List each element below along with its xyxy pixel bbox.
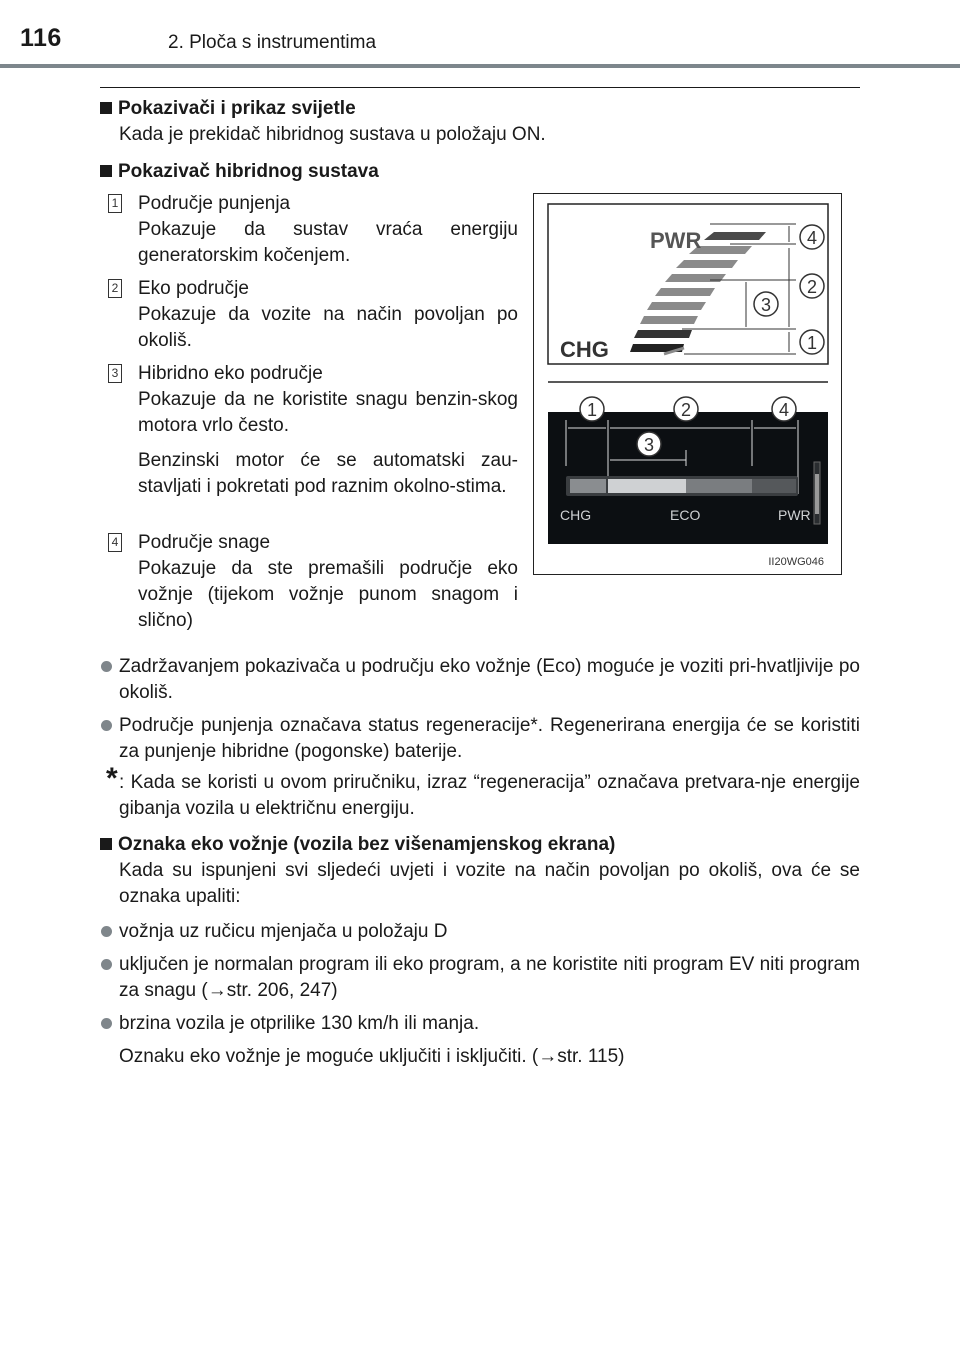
bullet-dot-icon <box>101 1018 112 1029</box>
list-item: vožnja uz ručicu mjenjača u položaju D <box>100 919 860 945</box>
svg-text:4: 4 <box>806 228 818 248</box>
section-heading: Pokazivači i prikaz svijetle <box>100 96 860 122</box>
section-indicators <box>100 96 860 148</box>
numbered-item-2 <box>100 276 518 354</box>
section-eco-drive <box>100 832 860 1070</box>
bullet-dot-icon <box>101 959 112 970</box>
footnote-text: : Kada se koristi u ovom priručniku, izraz “regeneracija” označava pretvara-nje energije gibanja vozila u električnu energiju. <box>119 772 860 819</box>
item-title: Eko područje <box>138 278 249 299</box>
chg-label: CHG <box>560 337 609 362</box>
section-hybrid-indicator <box>100 159 860 185</box>
bar-segment-power <box>752 479 796 493</box>
item-description: Pokazuje da vozite na način povoljan po okoliš. <box>138 304 518 351</box>
side-scale-fill <box>815 474 819 514</box>
section-text: Kada su ispunjeni svi sljedeći uvjeti i vozite na način povoljan po okoliš, ova će se oznaka upaliti: <box>119 860 860 907</box>
svg-text:3: 3 <box>760 295 772 315</box>
bullet-dot-icon <box>101 720 112 731</box>
svg-text:3: 3 <box>643 435 655 455</box>
svg-text:4: 4 <box>778 400 790 420</box>
hybrid-indicator-figure <box>533 193 842 575</box>
item-title: Područje snage <box>138 532 271 553</box>
numbered-item-1 <box>100 191 518 269</box>
page-number: 116 <box>20 24 62 52</box>
bullet-list-1 <box>100 654 860 765</box>
list-item: uključen je normalan program ili eko program, a ne koristite niti program EV niti program za snagu (→str. 206, 247) <box>100 952 860 1004</box>
callout-bottom-3 <box>637 432 661 456</box>
bullet-dot-icon <box>101 926 112 937</box>
bullet-dot-icon <box>101 661 112 672</box>
callout-top-4 <box>800 225 824 249</box>
bottom-label-pwr: PWR <box>778 507 811 523</box>
item-description: Pokazuje da sustav vraća energiju generatorskim kočenjem. <box>138 219 518 266</box>
item-number-badge: 3 <box>108 364 122 383</box>
callout-bottom-4 <box>772 397 796 421</box>
figure-code: II20WG046 <box>768 556 824 568</box>
svg-text:2: 2 <box>680 400 692 420</box>
svg-text:1: 1 <box>586 400 598 420</box>
list-item: Područje punjenja označava status regeneracije*. Regenerirana energija će se koristiti za punjenje hibridne (pogonske) baterije. <box>100 713 860 765</box>
footnote <box>100 762 860 822</box>
section-closing-text: Oznaku eko vožnje je moguće uključiti i isključiti. (→str. 115) <box>119 1046 625 1067</box>
bottom-label-eco: ECO <box>670 507 701 523</box>
bar-segment-hybrid-eco <box>608 479 686 493</box>
item-title: Područje punjenja <box>138 193 291 214</box>
item-description: Pokazuje da ste premašili područje eko vožnje (tijekom vožnje punom snagom i slično) <box>138 558 518 631</box>
section-text: Kada je prekidač hibridnog sustava u položaju ON. <box>119 124 546 145</box>
numbered-item-3 <box>100 361 518 500</box>
item-description: Pokazuje da ne koristite snagu benzin-skog motora vrlo često. <box>138 389 518 436</box>
chapter-title: 2. Ploča s instrumentima <box>168 32 377 53</box>
svg-text:2: 2 <box>806 277 818 297</box>
bar-segment-eco <box>686 479 752 493</box>
svg-text:1: 1 <box>806 333 818 353</box>
callout-top-2 <box>800 274 824 298</box>
callout-bottom-1 <box>580 397 604 421</box>
header-rule <box>0 64 960 68</box>
item-number-badge: 2 <box>108 279 122 298</box>
item-number-badge: 4 <box>108 533 122 552</box>
section-heading: Oznaka eko vožnje (vozila bez višenamjenskog ekrana) <box>100 832 860 858</box>
square-bullet-icon <box>100 102 112 114</box>
callout-top-3 <box>754 292 778 316</box>
item-extra: Benzinski motor će se automatski zau-stavljati i pokretati pod raznim okolno-stima. <box>138 450 518 497</box>
item-number-badge: 1 <box>108 194 122 213</box>
square-bullet-icon <box>100 838 112 850</box>
pwr-label: PWR <box>650 228 702 253</box>
callout-top-1 <box>800 330 824 354</box>
section-heading: Pokazivač hibridnog sustava <box>100 159 860 185</box>
square-bullet-icon <box>100 165 112 177</box>
figure-graphic <box>534 194 841 574</box>
list-item: brzina vozila je otprilike 130 km/h ili manja. <box>100 1011 860 1037</box>
callout-bottom-2 <box>674 397 698 421</box>
numbered-item-4 <box>100 530 518 634</box>
item-title: Hibridno eko područje <box>138 363 323 384</box>
footnote-mark: * <box>106 762 118 795</box>
bottom-label-chg: CHG <box>560 507 592 523</box>
list-item: Zadržavanjem pokazivača u području eko vožnje (Eco) moguće je voziti pri-hvatljivije po okoliš. <box>100 654 860 706</box>
bar-segment-charge <box>570 479 606 493</box>
content-rule <box>100 87 860 88</box>
